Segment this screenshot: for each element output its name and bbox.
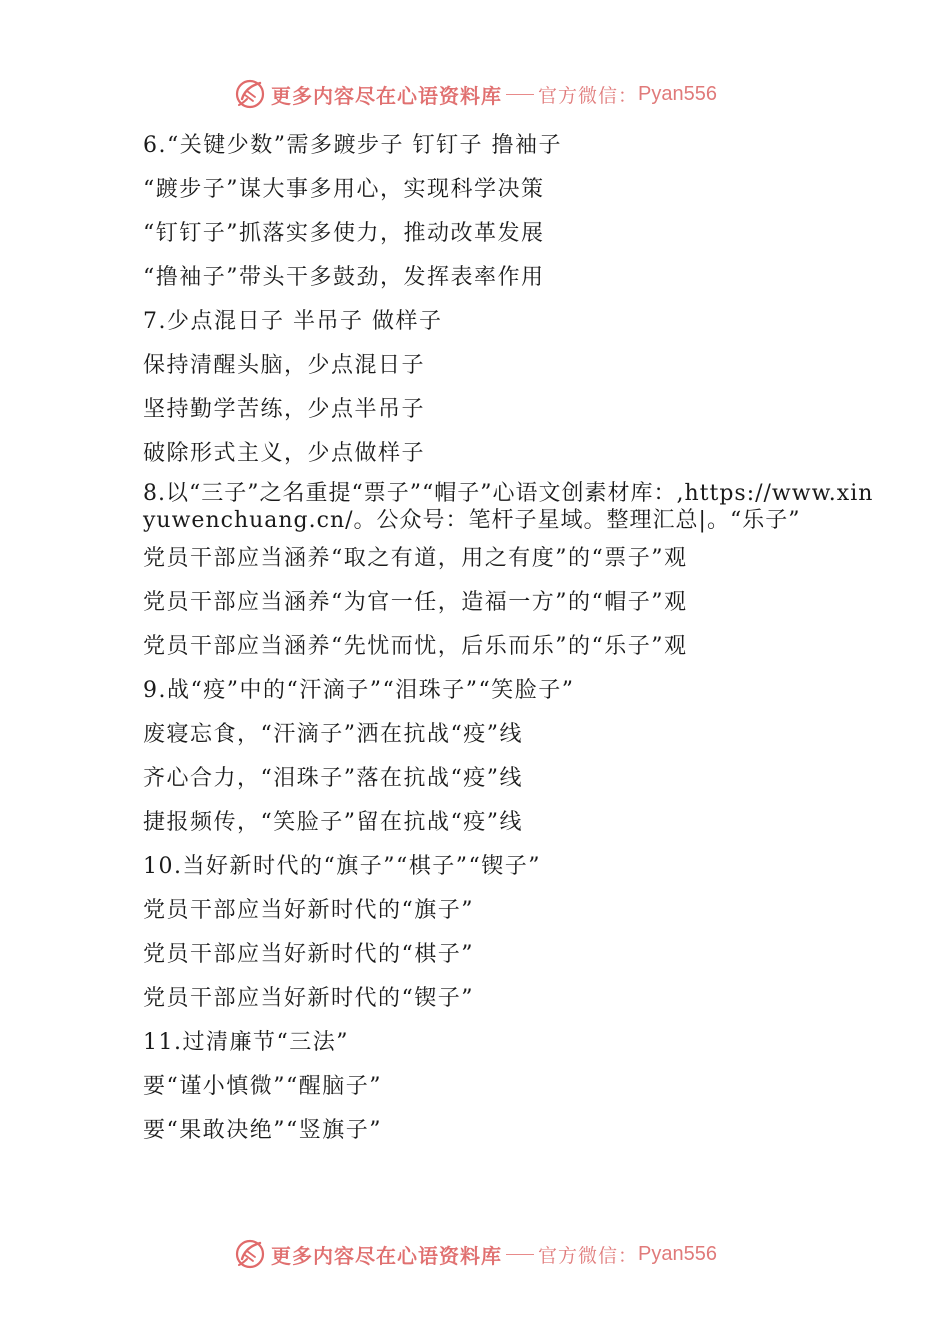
watermark-brand: 更多内容尽在心语资料库 bbox=[271, 1243, 502, 1268]
heading-9: 9.战“疫”中的“汗滴子”“泪珠子”“笑脸子” bbox=[143, 678, 575, 703]
watermark-label: 官方微信： bbox=[538, 1244, 639, 1267]
text-line: 党员干部应当涵养“取之有道，用之有度”的“票子”观 bbox=[143, 546, 688, 571]
text-line: 捷报频传，“笑脸子”留在抗战“疫”线 bbox=[143, 810, 523, 835]
text-line: 党员干部应当好新时代的“旗子” bbox=[143, 898, 474, 923]
text-line: 党员干部应当好新时代的“锲子” bbox=[143, 986, 474, 1011]
watermark-account: Pyan556 bbox=[638, 82, 717, 105]
watermark-brand: 更多内容尽在心语资料库 bbox=[271, 83, 502, 108]
document-body bbox=[143, 124, 883, 1153]
text-line: “钉钉子”抓落实多使力，推动改革发展 bbox=[143, 221, 545, 246]
text-line: 党员干部应当好新时代的“棋子” bbox=[143, 942, 474, 967]
heading-10: 10.当好新时代的“旗子”“棋子”“锲子” bbox=[143, 854, 541, 879]
text-line: “踱步子”谋大事多用心，实现科学决策 bbox=[143, 177, 545, 202]
header-watermark bbox=[0, 74, 950, 114]
heading-8: 8.以“三子”之名重提“票子”“帽子”心语文创素材库：,https://www.xinyuwenchuang.cn/。公众号：笔杆子星域。整理汇总|。“乐子” bbox=[143, 481, 874, 533]
text-line: “撸袖子”带头干多鼓劲，发挥表率作用 bbox=[143, 265, 545, 290]
heading-11: 11.过清廉节“三法” bbox=[143, 1030, 349, 1055]
text-line: 要“果敢决绝”“竖旗子” bbox=[143, 1118, 382, 1143]
footer-watermark bbox=[0, 1234, 950, 1274]
text-line: 要“谨小慎微”“醒脑子” bbox=[143, 1074, 382, 1099]
text-line: 齐心合力，“泪珠子”落在抗战“疫”线 bbox=[143, 766, 523, 791]
watermark-dash bbox=[506, 94, 534, 95]
text-line: 破除形式主义，少点做样子 bbox=[143, 441, 426, 466]
watermark-account: Pyan556 bbox=[638, 1242, 717, 1265]
text-line: 党员干部应当涵养“先忧而忧，后乐而乐”的“乐子”观 bbox=[143, 634, 688, 659]
watermark-label: 官方微信： bbox=[538, 84, 639, 107]
brand-logo-icon bbox=[233, 1237, 267, 1271]
heading-6: 6.“关键少数”需多踱步子 钉钉子 撸袖子 bbox=[143, 133, 562, 158]
text-line: 废寝忘食，“汗滴子”洒在抗战“疫”线 bbox=[143, 722, 523, 747]
text-line: 党员干部应当涵养“为官一任，造福一方”的“帽子”观 bbox=[143, 590, 688, 615]
watermark-dash bbox=[506, 1254, 534, 1255]
brand-logo-icon bbox=[233, 77, 267, 111]
text-line: 坚持勤学苦练，少点半吊子 bbox=[143, 397, 426, 422]
text-line: 保持清醒头脑，少点混日子 bbox=[143, 353, 426, 378]
heading-7: 7.少点混日子 半吊子 做样子 bbox=[143, 309, 443, 334]
